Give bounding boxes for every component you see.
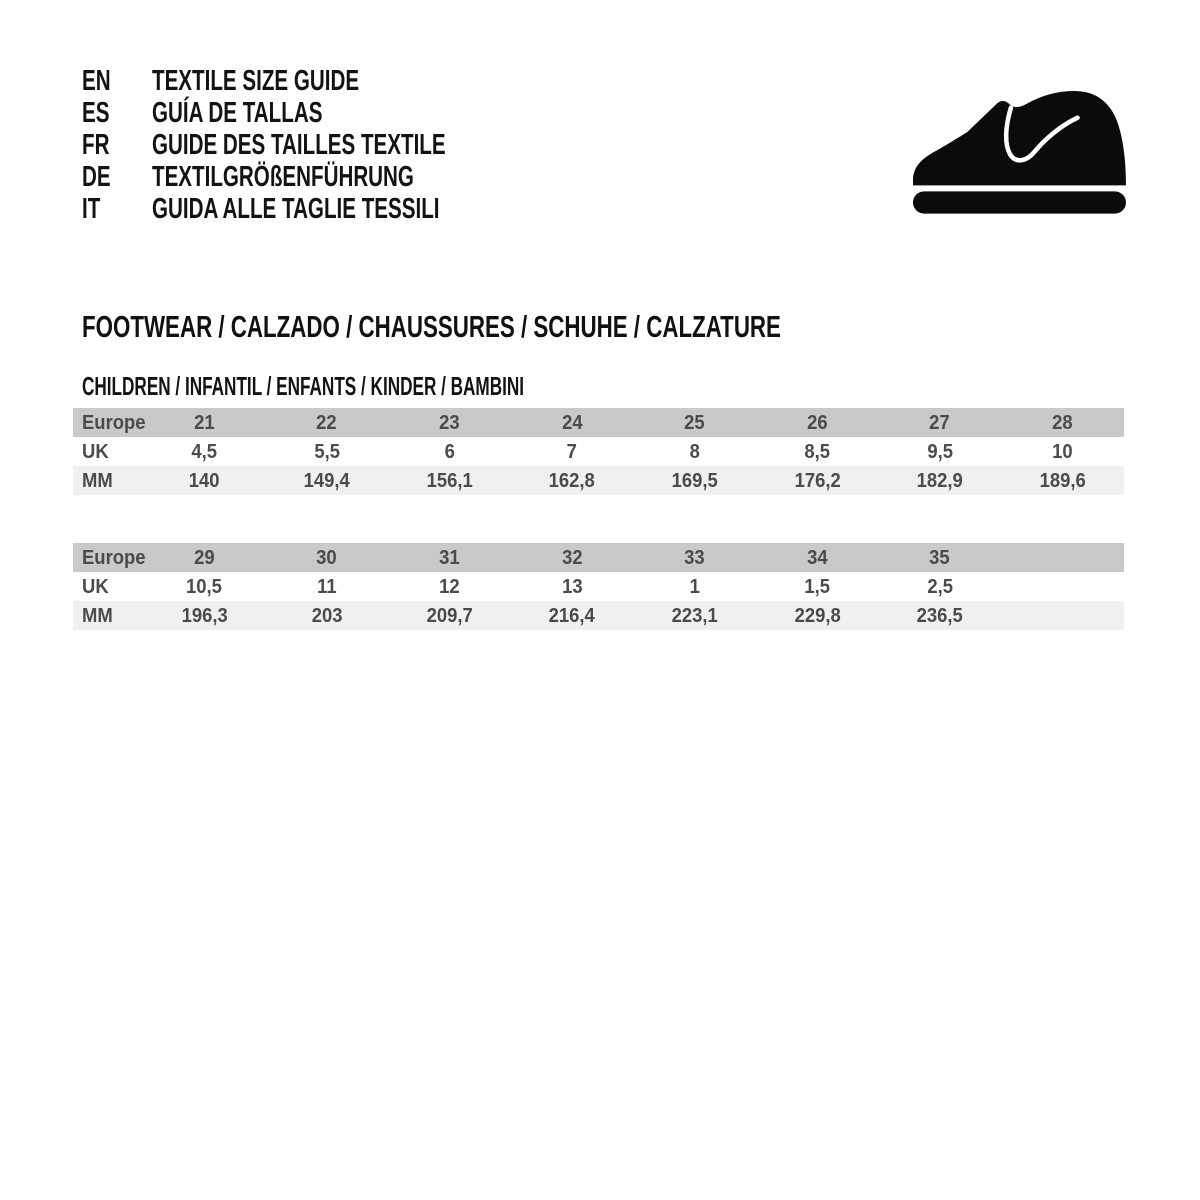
size-cell: 31 bbox=[439, 545, 460, 569]
size-cell: 1,5 bbox=[804, 574, 831, 598]
size-cell: 4,5 bbox=[191, 439, 218, 463]
size-cell: 10,5 bbox=[186, 574, 223, 598]
size-cell: 24 bbox=[561, 410, 583, 434]
size-cell bbox=[1001, 546, 1124, 570]
size-cell: 216,4 bbox=[548, 603, 596, 627]
row-label: Europe bbox=[82, 545, 146, 569]
row-label: MM bbox=[82, 603, 113, 627]
size-cell: 209,7 bbox=[426, 603, 473, 627]
size-cell: 28 bbox=[1052, 410, 1073, 434]
size-cell: 9,5 bbox=[927, 439, 953, 463]
size-cell: 236,5 bbox=[916, 603, 963, 627]
language-row bbox=[82, 161, 566, 193]
section-title-footwear: FOOTWEAR / CALZADO / CHAUSSURES / SCHUHE / CALZATURE bbox=[82, 309, 781, 344]
table-row bbox=[73, 543, 1124, 572]
size-cell: 32 bbox=[561, 545, 583, 569]
size-cell: 10 bbox=[1052, 439, 1073, 463]
language-code: FR bbox=[82, 128, 110, 161]
size-cell: 8 bbox=[689, 439, 700, 463]
language-row bbox=[82, 65, 566, 97]
size-cell: 26 bbox=[807, 410, 828, 434]
table-row bbox=[73, 408, 1124, 437]
size-cell: 5,5 bbox=[314, 439, 340, 463]
language-title-list bbox=[82, 65, 566, 225]
size-cell: 176,2 bbox=[794, 468, 841, 492]
size-cell: 169,5 bbox=[671, 468, 718, 492]
language-code: DE bbox=[82, 160, 111, 193]
size-cell bbox=[1001, 604, 1124, 628]
language-guide-title: TEXTILE SIZE GUIDE bbox=[152, 64, 360, 97]
size-cell bbox=[1001, 575, 1124, 599]
size-cell: 229,8 bbox=[794, 603, 841, 627]
table-row bbox=[73, 466, 1124, 495]
children-size-table-2 bbox=[73, 543, 1124, 630]
shoe-icon bbox=[913, 84, 1127, 214]
size-cell: 21 bbox=[194, 410, 215, 434]
language-code: ES bbox=[82, 96, 110, 129]
size-cell: 182,9 bbox=[916, 468, 963, 492]
size-cell: 25 bbox=[684, 410, 705, 434]
size-cell: 23 bbox=[439, 410, 460, 434]
size-cell: 189,6 bbox=[1039, 468, 1086, 492]
size-cell: 1 bbox=[689, 574, 700, 598]
size-cell: 12 bbox=[439, 574, 460, 598]
row-label: UK bbox=[82, 574, 109, 598]
size-cell: 29 bbox=[194, 545, 215, 569]
size-cell: 33 bbox=[684, 545, 705, 569]
table-row bbox=[73, 572, 1124, 601]
size-cell: 35 bbox=[929, 545, 951, 569]
size-cell: 162,8 bbox=[548, 468, 596, 492]
language-row bbox=[82, 193, 566, 225]
size-cell: 8,5 bbox=[804, 439, 831, 463]
subsection-title-children: CHILDREN / INFANTIL / ENFANTS / KINDER / BAMBINI bbox=[82, 371, 525, 401]
size-cell: 22 bbox=[316, 410, 338, 434]
size-cell: 30 bbox=[316, 545, 338, 569]
size-cell: 2,5 bbox=[927, 574, 953, 598]
language-code: IT bbox=[82, 192, 101, 225]
size-cell: 140 bbox=[188, 468, 220, 492]
row-label: UK bbox=[82, 439, 109, 463]
size-cell: 6 bbox=[444, 439, 455, 463]
size-cell: 223,1 bbox=[671, 603, 718, 627]
language-row bbox=[82, 129, 566, 161]
language-guide-title: TEXTILGRÖßENFÜHRUNG bbox=[152, 160, 414, 193]
size-cell: 203 bbox=[311, 603, 343, 627]
size-cell: 27 bbox=[929, 410, 951, 434]
size-cell: 156,1 bbox=[426, 468, 473, 492]
language-guide-title: GUÍA DE TALLAS bbox=[152, 96, 323, 129]
row-label: Europe bbox=[82, 410, 146, 434]
children-size-table-1 bbox=[73, 408, 1124, 495]
table-row bbox=[73, 601, 1124, 630]
size-cell: 149,4 bbox=[303, 468, 350, 492]
row-label: MM bbox=[82, 468, 113, 492]
size-cell: 196,3 bbox=[181, 603, 228, 627]
language-row bbox=[82, 97, 566, 129]
language-guide-title: GUIDA ALLE TAGLIE TESSILI bbox=[152, 192, 440, 225]
table-row bbox=[73, 437, 1124, 466]
language-guide-title: GUIDE DES TAILLES TEXTILE bbox=[152, 128, 446, 161]
language-code: EN bbox=[82, 64, 111, 97]
size-cell: 7 bbox=[566, 439, 578, 463]
size-cell: 34 bbox=[807, 545, 828, 569]
size-cell: 13 bbox=[561, 574, 583, 598]
size-cell: 11 bbox=[317, 574, 337, 598]
